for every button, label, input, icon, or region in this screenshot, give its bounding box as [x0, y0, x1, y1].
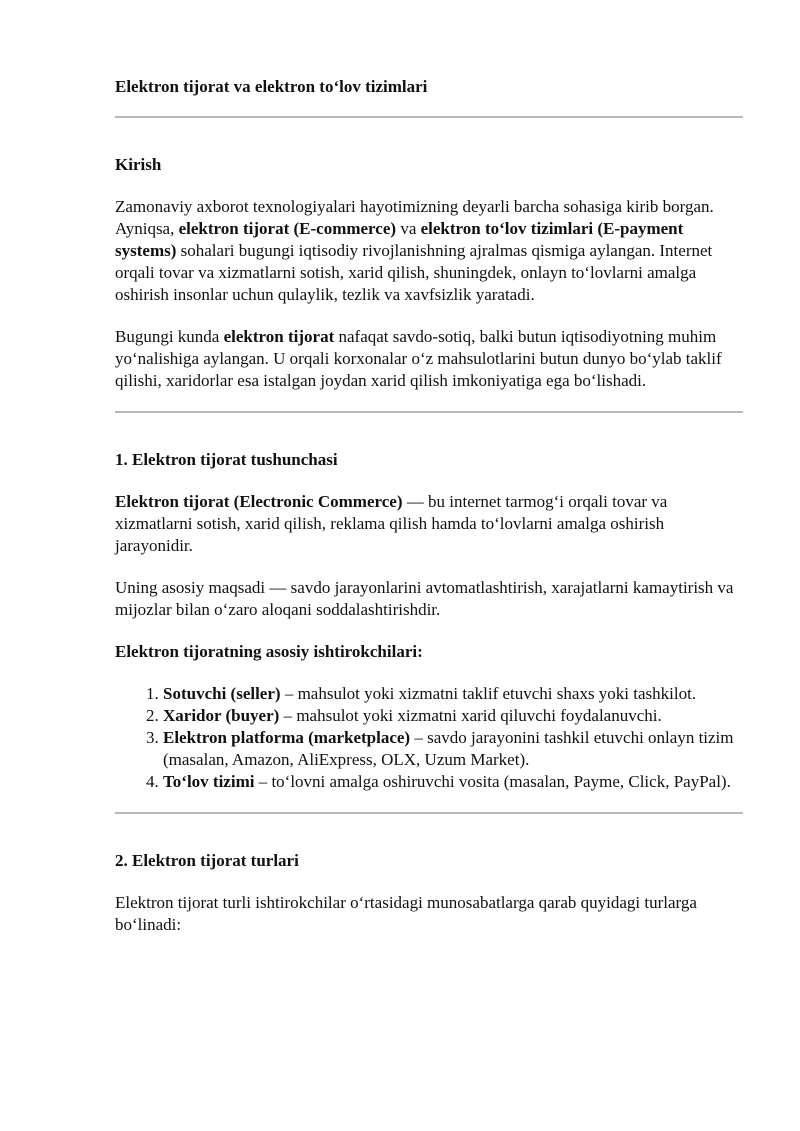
intro-paragraph-2	[115, 326, 742, 392]
bold-term: Xaridor (buyer)	[163, 706, 280, 725]
bold-term: Sotuvchi (seller)	[163, 684, 281, 703]
text-run: Bugungi kunda	[115, 327, 224, 346]
bold-term: elektron to‘lov tizimlari (E-payment systems)	[115, 219, 684, 260]
intro-paragraph-1	[115, 196, 742, 306]
bold-term: Elektron tijoratning asosiy ishtirokchilari:	[115, 642, 423, 661]
bold-term: Elektron platforma (marketplace)	[163, 728, 411, 747]
text-run: — bu internet tarmog‘i orqali tovar va xizmatlarni sotish, xarid qilish, reklama qilish hamda to‘lovlarni amalga oshirish jarayonidir.	[115, 492, 668, 555]
bold-term: To‘lov tizimi	[163, 772, 255, 791]
text-run: – savdo jarayonini tashkil etuvchi onlayn tizim (masalan, Amazon, AliExpress, OLX, Uzum Market).	[163, 728, 734, 769]
intro-heading: Kirish	[115, 155, 162, 174]
section-1-paragraph-2: Uning asosiy maqsadi — savdo jarayonlarini avtomatlashtirish, xarajatlarni kamaytirish va mijozlar bilan o‘zaro aloqani soddalashtirishdir.	[115, 578, 734, 619]
list-item	[163, 727, 742, 771]
document-title: Elektron tijorat va elektron to‘lov tizimlari	[115, 77, 428, 96]
list-item	[163, 705, 742, 727]
text-run: – mahsulot yoki xizmatni taklif etuvchi shaxs yoki tashkilot.	[280, 684, 697, 703]
section-1-heading: 1. Elektron tijorat tushunchasi	[115, 450, 338, 469]
section-2-heading: 2. Elektron tijorat turlari	[115, 851, 299, 870]
list-item	[163, 683, 742, 705]
text-run: va	[396, 219, 421, 238]
participants-subheading	[115, 641, 742, 663]
bold-term: Elektron tijorat (Electronic Commerce)	[115, 492, 403, 511]
text-run: sohalari bugungi iqtisodiy rivojlanishning ajralmas qismiga aylangan. Internet orqali tovar va xizmatlarni sotish, xarid qilish, shuningdek, onlayn to‘lovlarni amalga oshirish insonlar uchun qulaylik, tezlik va xavfsizlik yaratadi.	[115, 241, 713, 304]
text-run: – to‘lovni amalga oshiruvchi vosita (masalan, Payme, Click, PayPal).	[254, 772, 731, 791]
section-1-paragraph-1	[115, 491, 742, 557]
bold-term: elektron tijorat	[223, 327, 335, 346]
section-2-paragraph-1: Elektron tijorat turli ishtirokchilar o‘rtasidagi munosabatlarga qarab quyidagi turlarga bo‘linadi:	[115, 893, 697, 934]
list-item	[163, 771, 742, 793]
bold-term: elektron tijorat (E-commerce)	[178, 219, 397, 238]
text-run: – mahsulot yoki xizmatni xarid qiluvchi foydalanuvchi.	[279, 706, 662, 725]
text-run: Zamonaviy axborot texnologiyalari hayotimizning deyarli barcha sohasiga kirib borgan. Ayniqsa,	[115, 197, 714, 238]
text-run: nafaqat savdo-sotiq, balki butun iqtisodiyotning muhim yo‘nalishiga aylangan. U orqali korxonalar o‘z mahsulotlarini butun dunyo bo‘ylab taklif qilishi, xaridorlar esa istalgan joydan xarid qilish imkoniyatiga ega bo‘lishadi.	[115, 327, 722, 390]
participants-list	[115, 683, 742, 793]
